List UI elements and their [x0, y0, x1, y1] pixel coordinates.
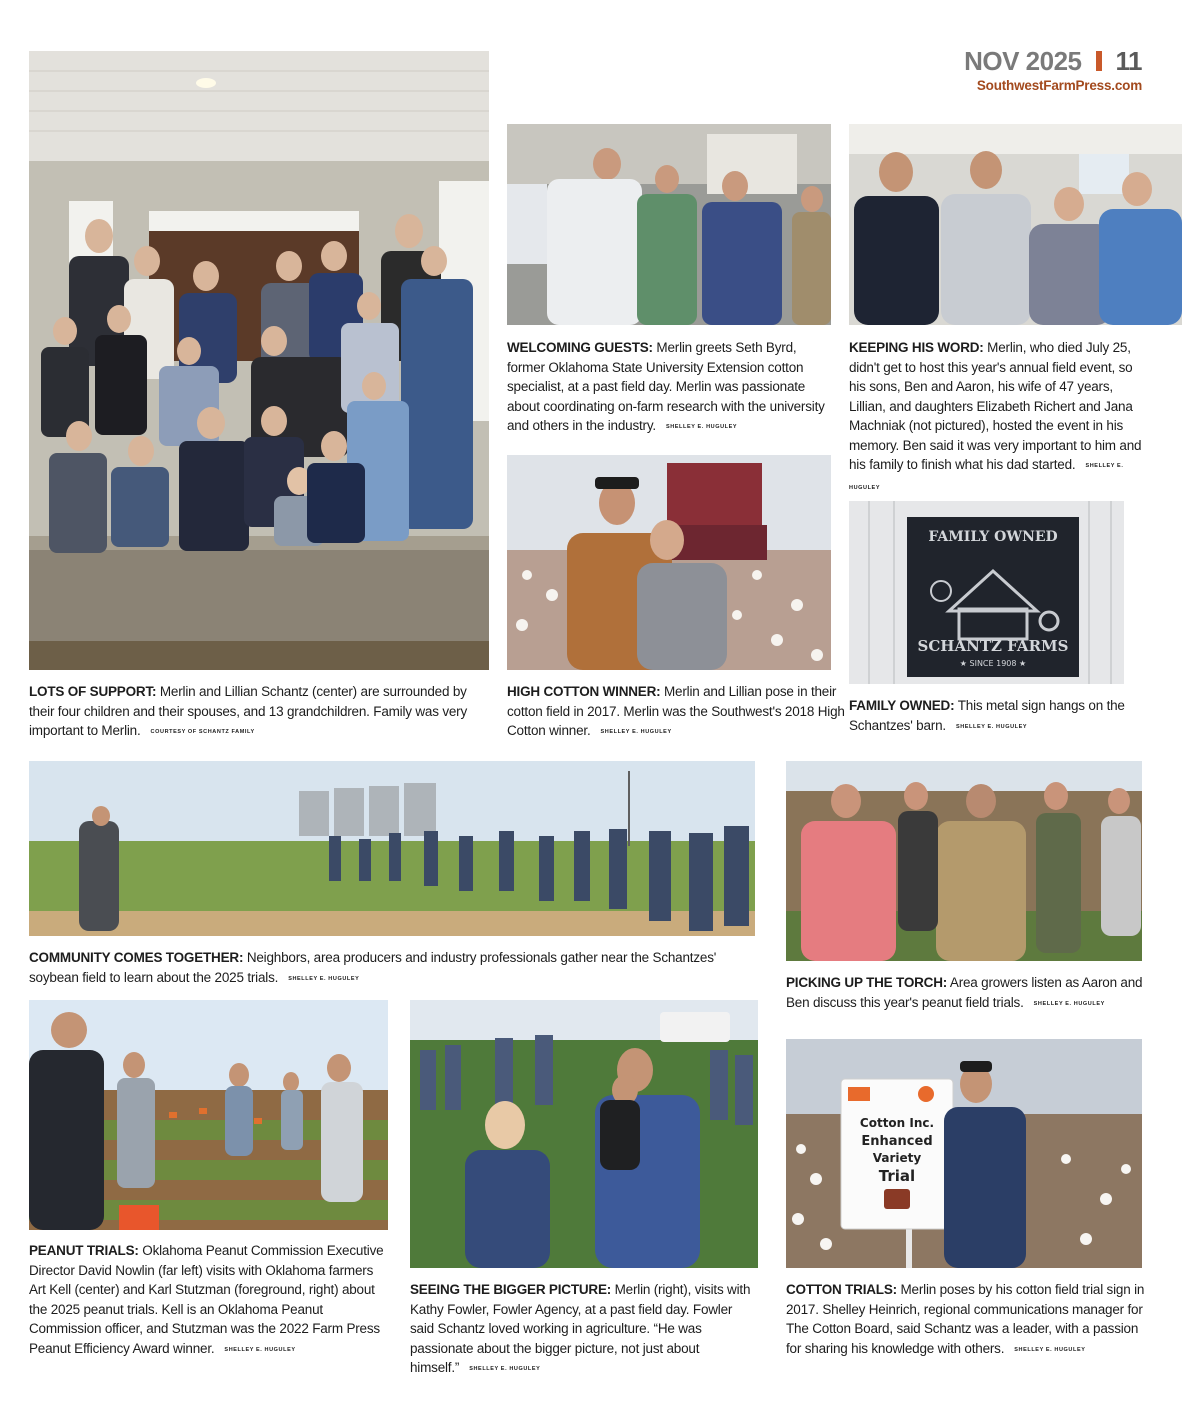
- caption-headline: COTTON TRIALS:: [786, 1282, 897, 1297]
- photo-cotton-trials: [786, 1039, 1142, 1268]
- caption-body: Neighbors, area producers and industry professionals gather near the Schantzes' soybean field to learn about the 2025 trials.: [29, 950, 717, 985]
- header-divider: [1096, 51, 1102, 71]
- photo-welcoming-guests: [507, 124, 831, 325]
- caption-family-owned: [849, 696, 1139, 737]
- sign-line-3: Variety: [872, 1151, 922, 1165]
- caption-body: Merlin (right), visits with Kathy Fowler, Fowler Agency, at a past field day. Fowler said Schantz loved working in agriculture. “He was passionate about the bigger picture, not just about himself.”: [410, 1282, 751, 1375]
- sign-line-4: Trial: [878, 1167, 916, 1185]
- photo-bigger-picture: [410, 1000, 758, 1268]
- photo-picking-up-torch: [786, 761, 1142, 961]
- caption-headline: PEANUT TRIALS:: [29, 1243, 139, 1258]
- sign-line-1: Cotton Inc.: [859, 1116, 935, 1130]
- metal-sign-illustration: [849, 501, 1124, 684]
- sign-line-2: Enhanced: [861, 1134, 933, 1149]
- photo-credit: SHELLEY E. HUGULEY: [224, 1346, 296, 1353]
- handshake-illustration: [507, 124, 831, 325]
- caption-headline: SEEING THE BIGGER PICTURE:: [410, 1282, 612, 1297]
- caption-headline: PICKING UP THE TORCH:: [786, 975, 948, 990]
- photo-family-group: [29, 51, 489, 670]
- field-day-conversation-illustration: [410, 1000, 758, 1268]
- caption-high-cotton: [507, 682, 852, 743]
- photo-peanut-trials: [29, 1000, 388, 1230]
- caption-headline: FAMILY OWNED:: [849, 698, 955, 713]
- caption-guests: [507, 338, 837, 438]
- photo-credit: SHELLEY E. HUGULEY: [1033, 1000, 1105, 1007]
- site-url: SouthwestFarmPress.com: [976, 78, 1142, 93]
- field-gathering-illustration: [29, 761, 755, 936]
- caption-word: [849, 338, 1149, 498]
- photo-credit: SHELLEY E. HUGULEY: [665, 424, 738, 430]
- photo-credit: SHELLEY E. HUGULEY: [469, 1366, 541, 1372]
- caption-cotton-trials: [786, 1280, 1146, 1360]
- peanut-field-illustration: [29, 1000, 388, 1230]
- growers-listen-illustration: [786, 761, 1142, 961]
- caption-body: Oklahoma Peanut Commission Executive Director David Nowlin (far left) visits with Oklahoma farmers Art Kell (center) and Karl Stutzman (foreground, right) about the 2025 peanut trials. Kell is an Oklahoma Peanut Commission officer, and Stutzman was the 2022 Farm Press Peanut Efficiency Award winner.: [29, 1243, 384, 1356]
- issue-line: [964, 46, 1142, 76]
- photo-credit: SHELLEY E. HUGULEY: [849, 463, 1124, 491]
- photo-family-owned-sign: [849, 501, 1124, 684]
- caption-body: Merlin and Lillian Schantz (center) are surrounded by their four children and their spouses, and 13 grandchildren. Family was very important to Merlin.: [29, 684, 468, 738]
- photo-high-cotton: [507, 455, 831, 670]
- caption-headline: KEEPING HIS WORD:: [849, 340, 984, 355]
- caption-torch: [786, 973, 1146, 1014]
- caption-body: Merlin poses by his cotton field trial sign in 2017. Shelley Heinrich, regional communications manager for The Cotton Board, said Schantz was a leader, with a passion for sharing his knowledge with others.: [786, 1282, 1145, 1356]
- photo-credit: SHELLEY E. HUGULEY: [1014, 1346, 1086, 1353]
- caption-headline: WELCOMING GUESTS:: [507, 340, 653, 355]
- photo-credit: COURTESY OF SCHANTZ FAMILY: [150, 729, 255, 735]
- family-four-illustration: [849, 124, 1182, 325]
- caption-body: This metal sign hangs on the Schantzes' barn.: [849, 698, 1125, 733]
- family-porch-illustration: [29, 51, 489, 670]
- issue-date: NOV 2025: [964, 46, 1082, 76]
- photo-keeping-his-word: [849, 124, 1182, 325]
- photo-credit: SHELLEY E. HUGULEY: [955, 723, 1028, 730]
- photo-credit: SHELLEY E. HUGULEY: [600, 729, 672, 735]
- page-number: 11: [1115, 46, 1142, 76]
- caption-support: [29, 682, 494, 743]
- caption-body: Merlin greets Seth Byrd, former Oklahoma State University Extension cotton specialist, at a past field day. Merlin was passionate about coordinating on-farm research with the university and others in the industry.: [507, 340, 825, 433]
- caption-body: Merlin and Lillian pose in their cotton field in 2017. Merlin was the Southwest's 2018 High Cotton winner.: [507, 684, 845, 738]
- cotton-trial-illustration: [786, 1039, 1142, 1268]
- caption-peanut: [29, 1241, 389, 1360]
- sign-name-text: SCHANTZ FARMS: [917, 637, 1069, 655]
- caption-headline: HIGH COTTON WINNER:: [507, 684, 661, 699]
- caption-community: [29, 948, 759, 989]
- couple-cotton-illustration: [507, 455, 831, 670]
- caption-body: Area growers listen as Aaron and Ben discuss this year's peanut field trials.: [786, 975, 1143, 1010]
- caption-body: Merlin, who died July 25, didn't get to host this year's annual field event, so his sons, Ben and Aaron, his wife of 47 years, Lillian, and daughters Elizabeth Richert and Jana Machniak (not pictured), hosted the event in his memory. Ben said it was very important to him and his family to finish what his dad started.: [849, 340, 1142, 472]
- sign-since-text: ★ SINCE 1908 ★: [959, 659, 1027, 668]
- caption-headline: COMMUNITY COMES TOGETHER:: [29, 950, 244, 965]
- page-header: [964, 46, 1142, 93]
- sign-top-text: FAMILY OWNED: [928, 529, 1058, 545]
- photo-credit: SHELLEY E. HUGULEY: [288, 975, 360, 982]
- caption-bigger: [410, 1280, 755, 1380]
- photo-community: [29, 761, 755, 936]
- caption-headline: LOTS OF SUPPORT:: [29, 684, 157, 699]
